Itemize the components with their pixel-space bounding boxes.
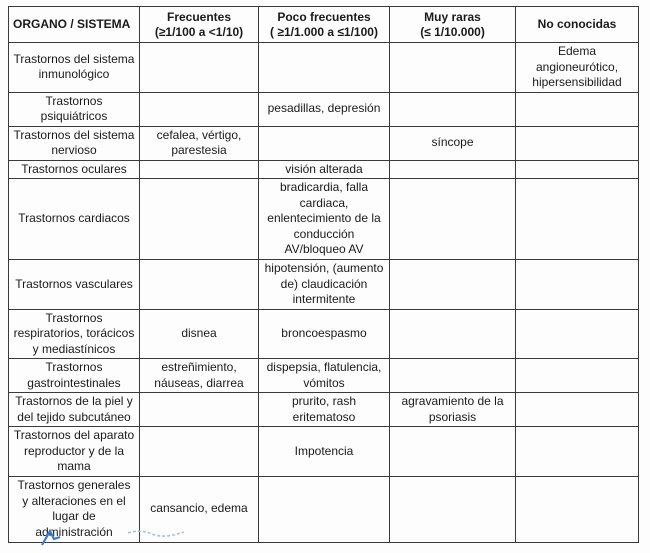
cell-text-line: broncoespasmo [281, 326, 367, 340]
cell-text-line: prurito, rash [291, 394, 357, 408]
cell-text-line: dispepsia, flatulencia, [266, 360, 382, 374]
poco-frecuentes-cell [259, 92, 390, 126]
cell-text-line: Trastornos del sistema [13, 127, 135, 142]
no-conocidas-cell [516, 359, 639, 393]
cell-text-line: respiratorios, torácicos [13, 326, 135, 340]
cell-text-line: hipotensión, (aumento [264, 261, 384, 275]
cell-text-line: lugar de [52, 509, 96, 523]
table-row [9, 92, 639, 126]
header-poco-frecuentes: Poco frecuentes ( ≥1/1.000 a ≤1/100) [259, 7, 390, 43]
no-conocidas-cell [516, 43, 639, 93]
no-conocidas-cell [516, 427, 639, 477]
table-row [9, 359, 639, 393]
table-row [9, 260, 639, 310]
organ-cell [9, 393, 140, 427]
table-row [9, 179, 639, 260]
cell-text-line: visión alterada [285, 161, 363, 176]
no-conocidas-cell [516, 126, 639, 160]
no-conocidas-cell [516, 260, 639, 310]
muy-raras-cell [390, 309, 516, 359]
cell-text-line: enlentecimiento de la [267, 211, 381, 226]
header-muy-raras: Muy raras (≤ 1/10.000) [390, 7, 516, 43]
cell-text-line: nervioso [51, 143, 97, 157]
muy-raras-cell [390, 160, 516, 179]
table-row [9, 160, 639, 179]
muy-raras-cell [390, 92, 516, 126]
organ-cell [9, 309, 140, 359]
frecuentes-cell [140, 92, 259, 126]
cell-text-line: y mediastínicos [32, 341, 116, 356]
cell-text-line: vómitos [303, 375, 345, 390]
cell-text-line: Trastornos oculares [21, 161, 127, 176]
cell-text-line: cardiaca, [299, 195, 349, 210]
poco-frecuentes-cell [259, 126, 390, 160]
cell-text-line: agravamiento de la [401, 394, 504, 408]
cell-text-line: síncope [431, 135, 474, 150]
table-row [9, 43, 639, 93]
poco-frecuentes-cell [259, 309, 390, 359]
cell-text-line: y alteraciones en el [22, 493, 126, 508]
scan-stamp-fragment [126, 528, 188, 538]
scan-stamp-mark [40, 527, 64, 547]
cell-text-line: Trastornos [45, 93, 103, 108]
cell-text-line: estreñimiento, [161, 360, 237, 374]
cell-text-line: parestesia [171, 143, 227, 157]
organ-cell [9, 43, 140, 93]
cell-text-line: náuseas, diarrea [154, 375, 244, 390]
frecuentes-cell [140, 160, 259, 179]
table-header-row [9, 7, 639, 43]
muy-raras-cell [390, 43, 516, 93]
table-row [9, 476, 639, 542]
no-conocidas-cell [516, 476, 639, 542]
cell-text-line: Trastornos generales [17, 478, 131, 492]
table-row [9, 126, 639, 160]
cell-text-line: Trastornos vasculares [15, 276, 133, 291]
poco-frecuentes-cell [259, 260, 390, 310]
muy-raras-cell [390, 427, 516, 477]
cell-text-line: gastrointestinales [27, 375, 121, 390]
cell-text-line: administración [35, 524, 113, 539]
cell-text-line: Trastornos del aparato [13, 428, 135, 442]
cell-text-line: disnea [181, 326, 217, 340]
poco-frecuentes-cell [259, 427, 390, 477]
cell-text-line: intermitente [292, 292, 356, 306]
poco-frecuentes-cell [259, 43, 390, 93]
cell-text-line: Edema [557, 44, 597, 58]
cell-text-line: cansancio, edema [150, 501, 248, 516]
poco-frecuentes-cell [259, 393, 390, 427]
cell-text-line: Trastornos del sistema [13, 51, 135, 66]
muy-raras-cell [390, 393, 516, 427]
header-no-conocidas: No conocidas [516, 7, 639, 43]
frecuentes-cell [140, 179, 259, 260]
muy-raras-cell [390, 359, 516, 393]
table-row [9, 309, 639, 359]
muy-raras-cell [390, 260, 516, 310]
cell-text-line: mama [57, 459, 91, 473]
organ-cell [9, 92, 140, 126]
cell-text-line: psoriasis [428, 409, 477, 424]
cell-text-line: Trastornos [45, 360, 103, 374]
table-body [9, 43, 639, 543]
table-row [9, 427, 639, 477]
cell-text-line: psiquiátricos [40, 109, 108, 123]
poco-frecuentes-cell [259, 359, 390, 393]
poco-frecuentes-cell [259, 476, 390, 542]
frecuentes-cell [140, 393, 259, 427]
organ-cell [9, 476, 140, 542]
cell-text-line: angioneurótico, [535, 59, 619, 74]
no-conocidas-cell [516, 309, 639, 359]
cell-text-line: AV/bloqueo AV [284, 242, 364, 257]
organ-cell [9, 427, 140, 477]
cell-text-line: hipersensibilidad [532, 75, 622, 89]
muy-raras-cell [390, 476, 516, 542]
cell-text-line: pesadillas, depresión [267, 101, 381, 116]
adverse-reactions-table [8, 6, 639, 543]
header-frecuentes: Frecuentes (≥1/100 a <1/10) [140, 7, 259, 43]
poco-frecuentes-cell [259, 179, 390, 260]
organ-cell [9, 260, 140, 310]
header-organ-system: ORGANO / SISTEMA [9, 7, 140, 43]
cell-text-line: Trastornos de la piel y [15, 394, 133, 408]
cell-text-line: Trastornos cardiacos [18, 211, 130, 226]
poco-frecuentes-cell [259, 160, 390, 179]
cell-text-line: cefalea, vértigo, [156, 127, 242, 142]
frecuentes-cell [140, 359, 259, 393]
organ-cell [9, 126, 140, 160]
cell-text-line: Impotencia [294, 443, 354, 458]
frecuentes-cell [140, 427, 259, 477]
cell-text-line: Trastornos [45, 310, 103, 325]
cell-text-line: del tejido subcutáneo [17, 409, 131, 424]
cell-text-line: bradicardia, falla [279, 180, 369, 195]
frecuentes-cell [140, 43, 259, 93]
cell-text-line: de) claudicación [280, 276, 368, 291]
cell-text-line: conducción [293, 226, 355, 241]
cell-text-line: inmunológico [38, 67, 110, 82]
organ-cell [9, 359, 140, 393]
no-conocidas-cell [516, 393, 639, 427]
no-conocidas-cell [516, 160, 639, 179]
frecuentes-cell [140, 126, 259, 160]
cell-text-line: reproductor y de la [23, 443, 125, 458]
frecuentes-cell [140, 260, 259, 310]
frecuentes-cell [140, 309, 259, 359]
muy-raras-cell [390, 179, 516, 260]
organ-cell [9, 160, 140, 179]
organ-cell [9, 179, 140, 260]
table-row [9, 393, 639, 427]
no-conocidas-cell [516, 179, 639, 260]
muy-raras-cell [390, 126, 516, 160]
cell-text-line: eritematoso [292, 409, 356, 424]
no-conocidas-cell [516, 92, 639, 126]
